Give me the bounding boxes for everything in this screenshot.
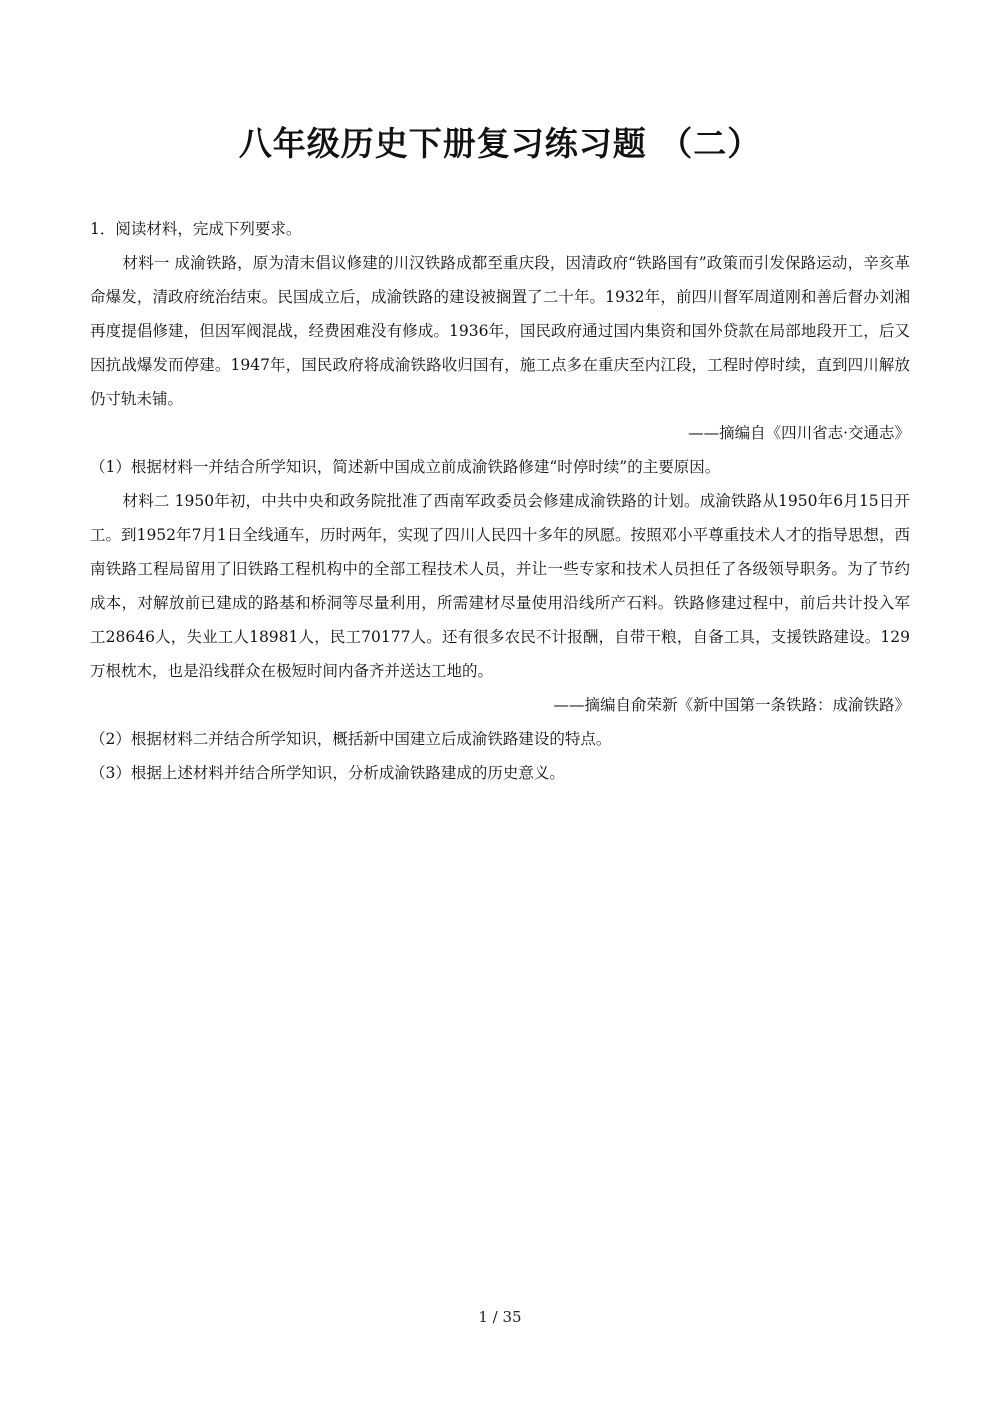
material-two-source: ——摘编自俞荣新《新中国第一条铁路：成渝铁路》	[553, 696, 910, 714]
material-one-source: ——摘编自《四川省志·交通志》	[688, 424, 910, 442]
page-number: 1 / 35	[478, 1308, 522, 1326]
material-one: 材料一 成渝铁路，原为清末倡议修建的川汉铁路成都至重庆段，因清政府“铁路国有”政策而引发保路运动，辛亥革命爆发，清政府统治结束。民国成立后，成渝铁路的建设被搁置了二十年。1932年，前四川督军周道刚和善后督办刘湘再度提倡修建，但因军阀混战，经费困难没有修成。1936年，国民政府通过国内集资和国外贷款在局部地段开工，后又因抗战爆发而停建。1947年，国民政府将成渝铁路收归国有，施工点多在重庆至内江段，工程时停时续，直到四川解放仍寸轨未铺。	[90, 254, 910, 408]
sub-question-3: （3）根据上述材料并结合所学知识，分析成渝铁路建成的历史意义。	[90, 764, 565, 782]
sub-question-1: （1）根据材料一并结合所学知识，简述新中国成立前成渝铁路修建“时停时续”的主要原因。	[90, 458, 721, 476]
question-intro: 1．阅读材料，完成下列要求。	[90, 220, 302, 238]
material-two: 材料二 1950年初，中共中央和政务院批准了西南军政委员会修建成渝铁路的计划。成渝铁路从1950年6月15日开工。到1952年7月1日全线通车，历时两年，实现了四川人民四十多年的夙愿。按照邓小平尊重技术人才的指导思想，西南铁路工程局留用了旧铁路工程机构中的全部工程技术人员，并让一些专家和技术人员担任了各级领导职务。为了节约成本，对解放前已建成的路基和桥洞等尽量利用，所需建材尽量使用沿线所产石料。铁路修建过程中，前后共计投入军工28646人，失业工人18981人，民工70177人。还有很多农民不计报酬，自带干粮，自备工具，支援铁路建设。129万根枕木，也是沿线群众在极短时间内备齐并送达工地的。	[90, 492, 910, 680]
question-block	[90, 212, 910, 790]
sub-question-2: （2）根据材料二并结合所学知识，概括新中国建立后成渝铁路建设的特点。	[90, 730, 612, 748]
document-title: 八年级历史下册复习练习题 （二）	[238, 124, 762, 163]
